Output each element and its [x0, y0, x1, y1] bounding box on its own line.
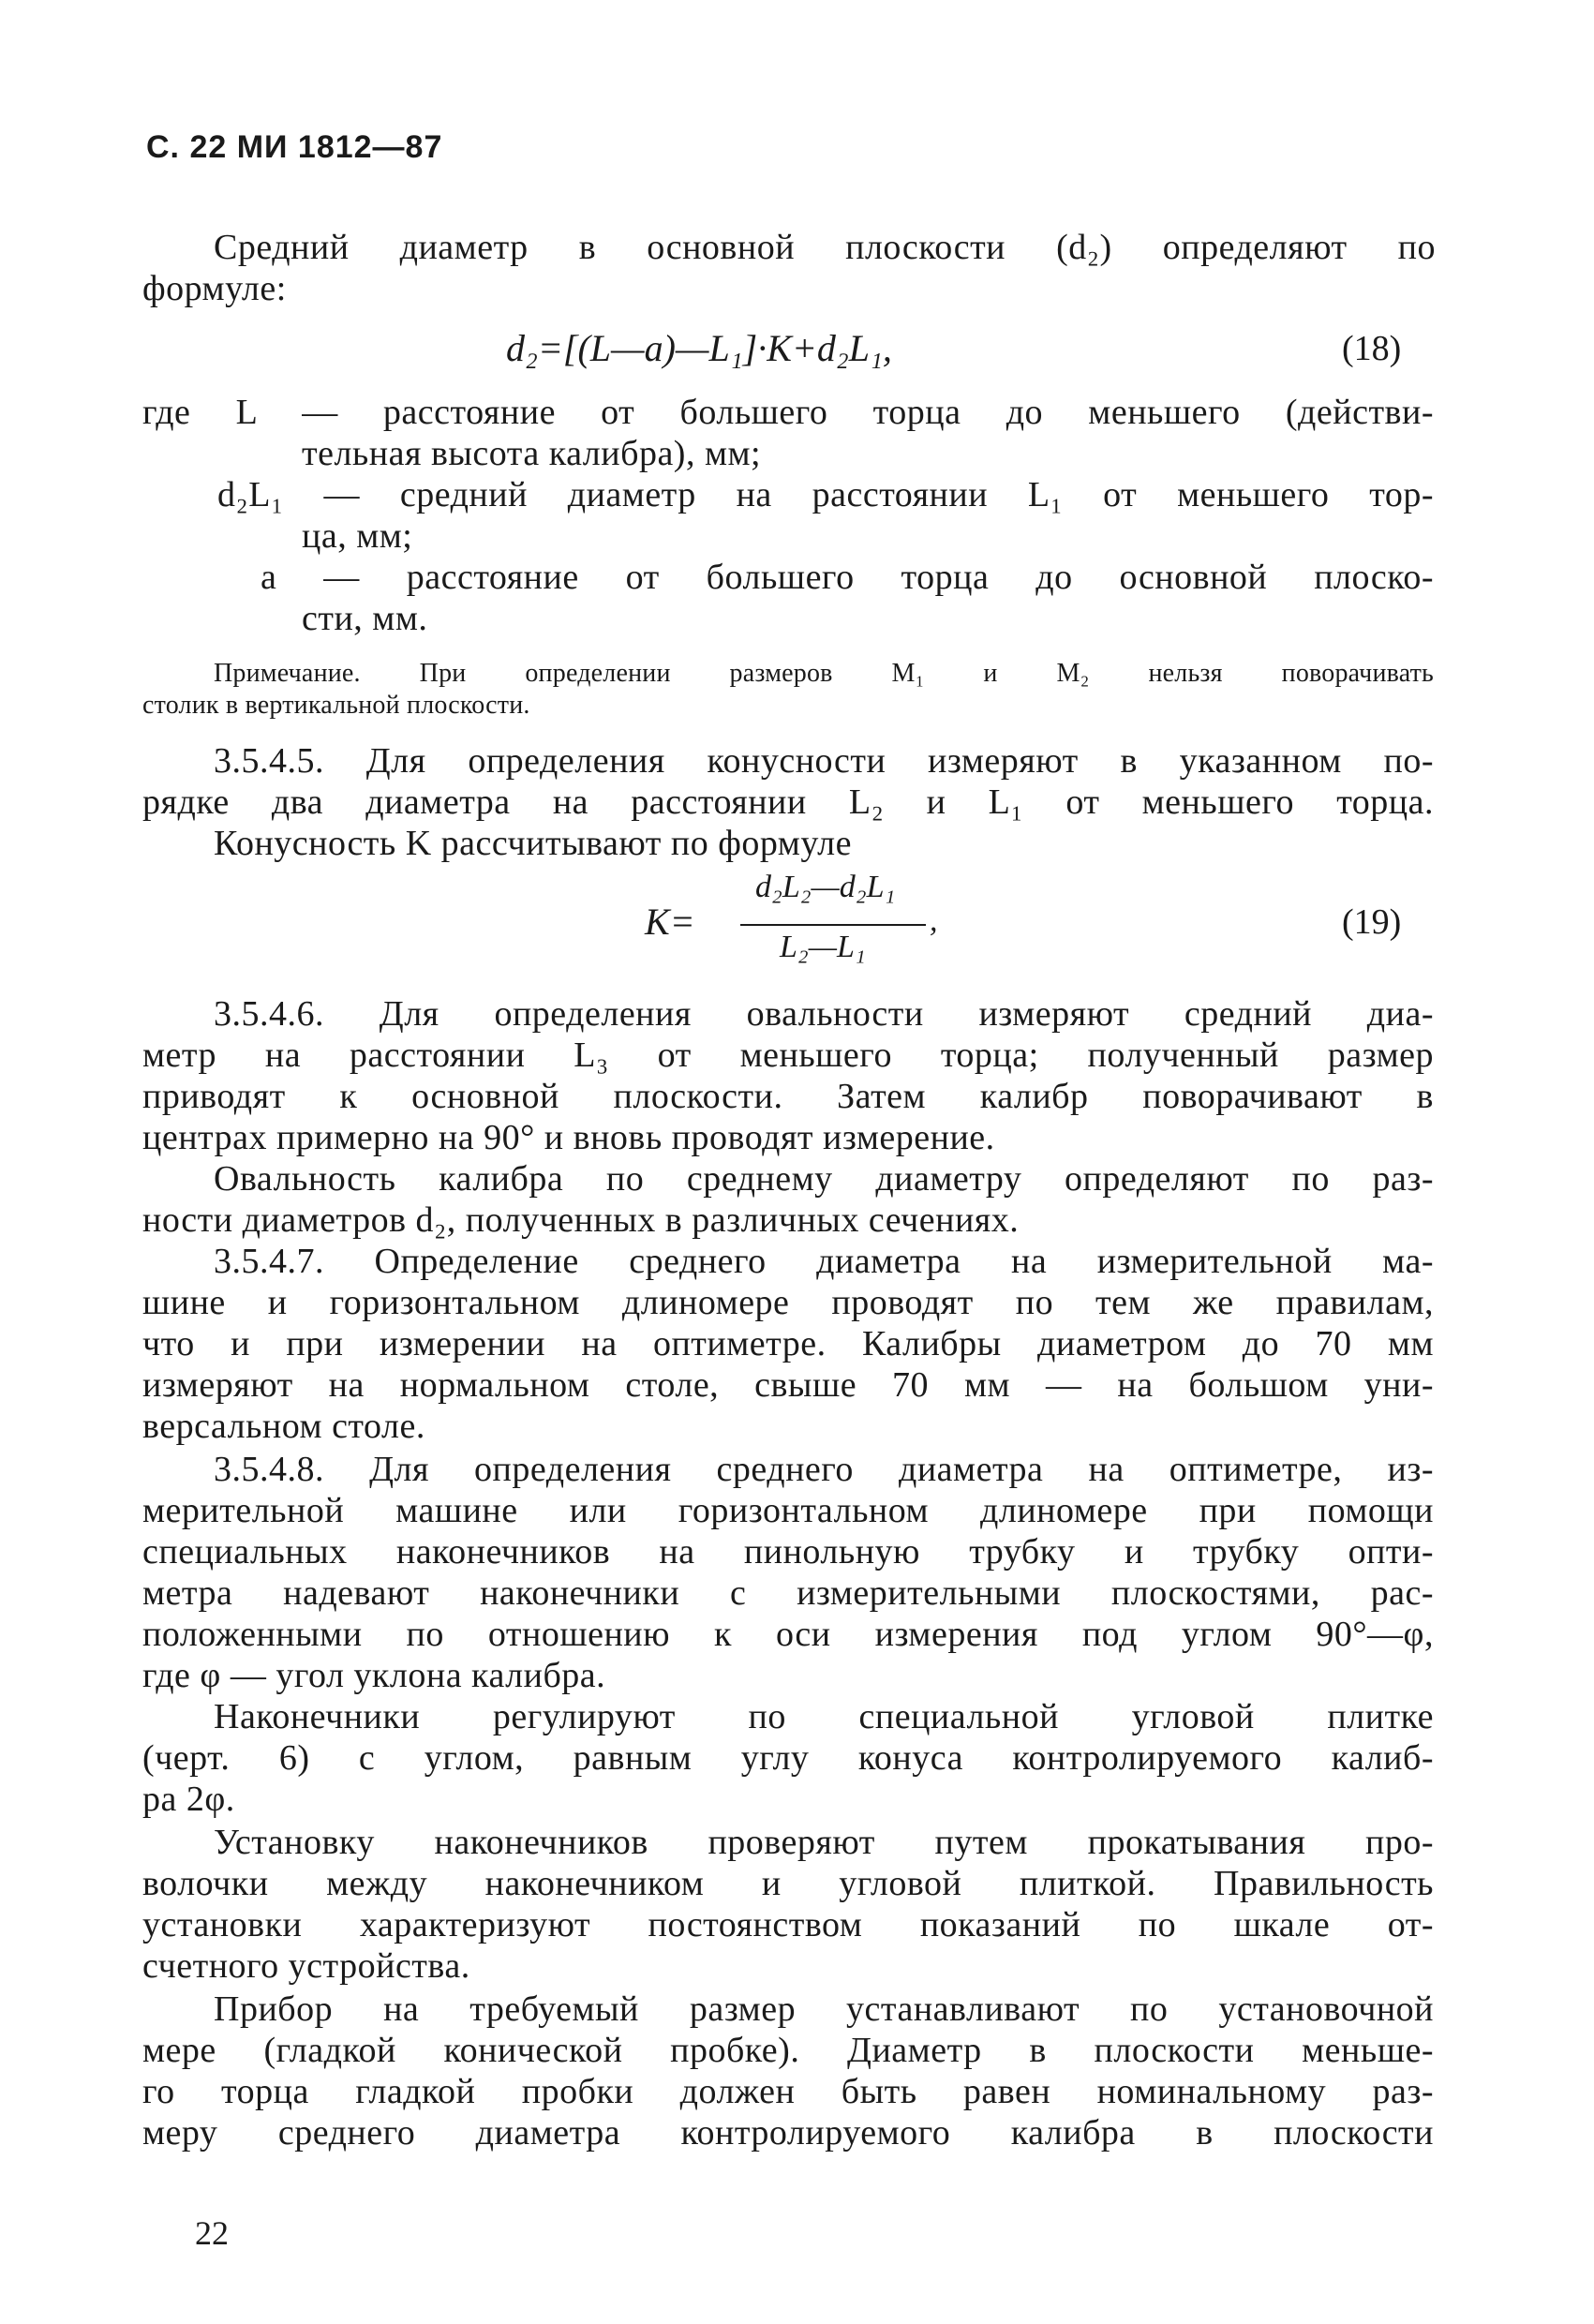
text-line: Наконечники регулируют по специальной угловой плитке [214, 1697, 1434, 1736]
text-line: тельная высота калибра), мм; [302, 434, 762, 473]
text-line: шине и горизонтальном длиномере проводят по тем же правилам, [142, 1283, 1434, 1322]
text-line: где L — расстояние от большего торца до меньшего (действи- [142, 393, 1434, 432]
formula-18: d₂=[(L—a)—L₁]·K+d₂L₁, [506, 327, 892, 369]
formula-19-lhs: K= [645, 901, 695, 943]
text-line: го торца гладкой пробки должен быть равен номинальному раз- [142, 2072, 1434, 2111]
text-line: установки характеризуют постоянством показаний по шкале от- [142, 1905, 1434, 1944]
fraction-bar [740, 924, 926, 926]
text-line: версальном столе. [142, 1407, 425, 1446]
text-line: ра 2φ. [142, 1780, 235, 1819]
text-line: специальных наконечников на пинольную трубку и трубку опти- [142, 1532, 1434, 1572]
text-line: счетного устройства. [142, 1946, 470, 1986]
text-line: 3.5.4.7. Определение среднего диаметра на измерительной ма- [214, 1242, 1434, 1281]
text-line: Примечание. При определении размеров M₁ и M₂ нельзя поворачивать [214, 659, 1434, 688]
text-line: Конусность K рассчитывают по формуле [214, 824, 852, 863]
text-line: сти, мм. [302, 599, 428, 638]
text-line: метр на расстоянии L₃ от меньшего торца; полученный размер [142, 1035, 1434, 1075]
text-line: d₂L₁ — средний диаметр на расстоянии L₁ от меньшего тор- [217, 475, 1434, 514]
text-line: Установку наконечников проверяют путем прокатывания про- [214, 1823, 1434, 1862]
text-line: ца, мм; [302, 516, 413, 556]
formula-19-denominator: L₂—L₁ [780, 930, 866, 964]
text-line: 3.5.4.6. Для определения овальности измеряют средний диа- [214, 994, 1434, 1034]
text-line: ности диаметров d₂, полученных в различных сечениях. [142, 1200, 1020, 1240]
text-line: приводят к основной плоскости. Затем калибр поворачивают в [142, 1077, 1434, 1116]
equation-number-19: (19) [1342, 902, 1402, 942]
text-line: столик в вертикальной плоскости. [142, 691, 530, 720]
text-line: рядке два диаметра на расстоянии L₂ и L₁ от меньшего торца. [142, 782, 1434, 822]
text-line: a — расстояние от большего торца до основной плоско- [261, 558, 1434, 597]
text-line: Средний диаметр в основной плоскости (d₂) определяют по [214, 228, 1436, 267]
text-line: мерительной машине или горизонтальном длиномере при помощи [142, 1491, 1434, 1530]
text-line: (черт. 6) с углом, равным углу конуса контролируемого калиб- [142, 1738, 1434, 1778]
text-line: Прибор на требуемый размер устанавливают по установочной [214, 1989, 1434, 2029]
text-line: волочки между наконечником и угловой плиткой. Правильность [142, 1864, 1434, 1903]
text-line: меру среднего диаметра контролируемого калибра в плоскости [142, 2113, 1434, 2153]
text-line: положенными по отношению к оси измерения под углом 90°—φ, [142, 1615, 1434, 1654]
text-line: 3.5.4.5. Для определения конусности измеряют в указанном по- [214, 741, 1434, 781]
text-line: формуле: [142, 269, 287, 308]
text-line: Овальность калибра по среднему диаметру определяют по раз- [214, 1159, 1434, 1199]
page-header: С. 22 МИ 1812—87 [146, 129, 443, 165]
text-line: где φ — угол уклона калибра. [142, 1656, 606, 1695]
text-line: метра надевают наконечники с измерительными плоскостями, рас- [142, 1573, 1434, 1613]
text-line: центрах примерно на 90° и вновь проводят измерение. [142, 1118, 995, 1157]
text-line: измеряют на нормальном столе, свыше 70 мм — на большом уни- [142, 1365, 1434, 1405]
page-number: 22 [195, 2214, 229, 2252]
text-line: что и при измерении на оптиметре. Калибры диаметром до 70 мм [142, 1324, 1434, 1363]
formula-19-numerator: d₂L₂—d₂L₁ [755, 870, 896, 904]
text-line: мере (гладкой конической пробке). Диаметр в плоскости меньше- [142, 2031, 1434, 2070]
equation-number-18: (18) [1342, 329, 1402, 368]
formula-19-trail: , [930, 903, 938, 938]
text-line: 3.5.4.8. Для определения среднего диаметра на оптиметре, из- [214, 1450, 1434, 1489]
